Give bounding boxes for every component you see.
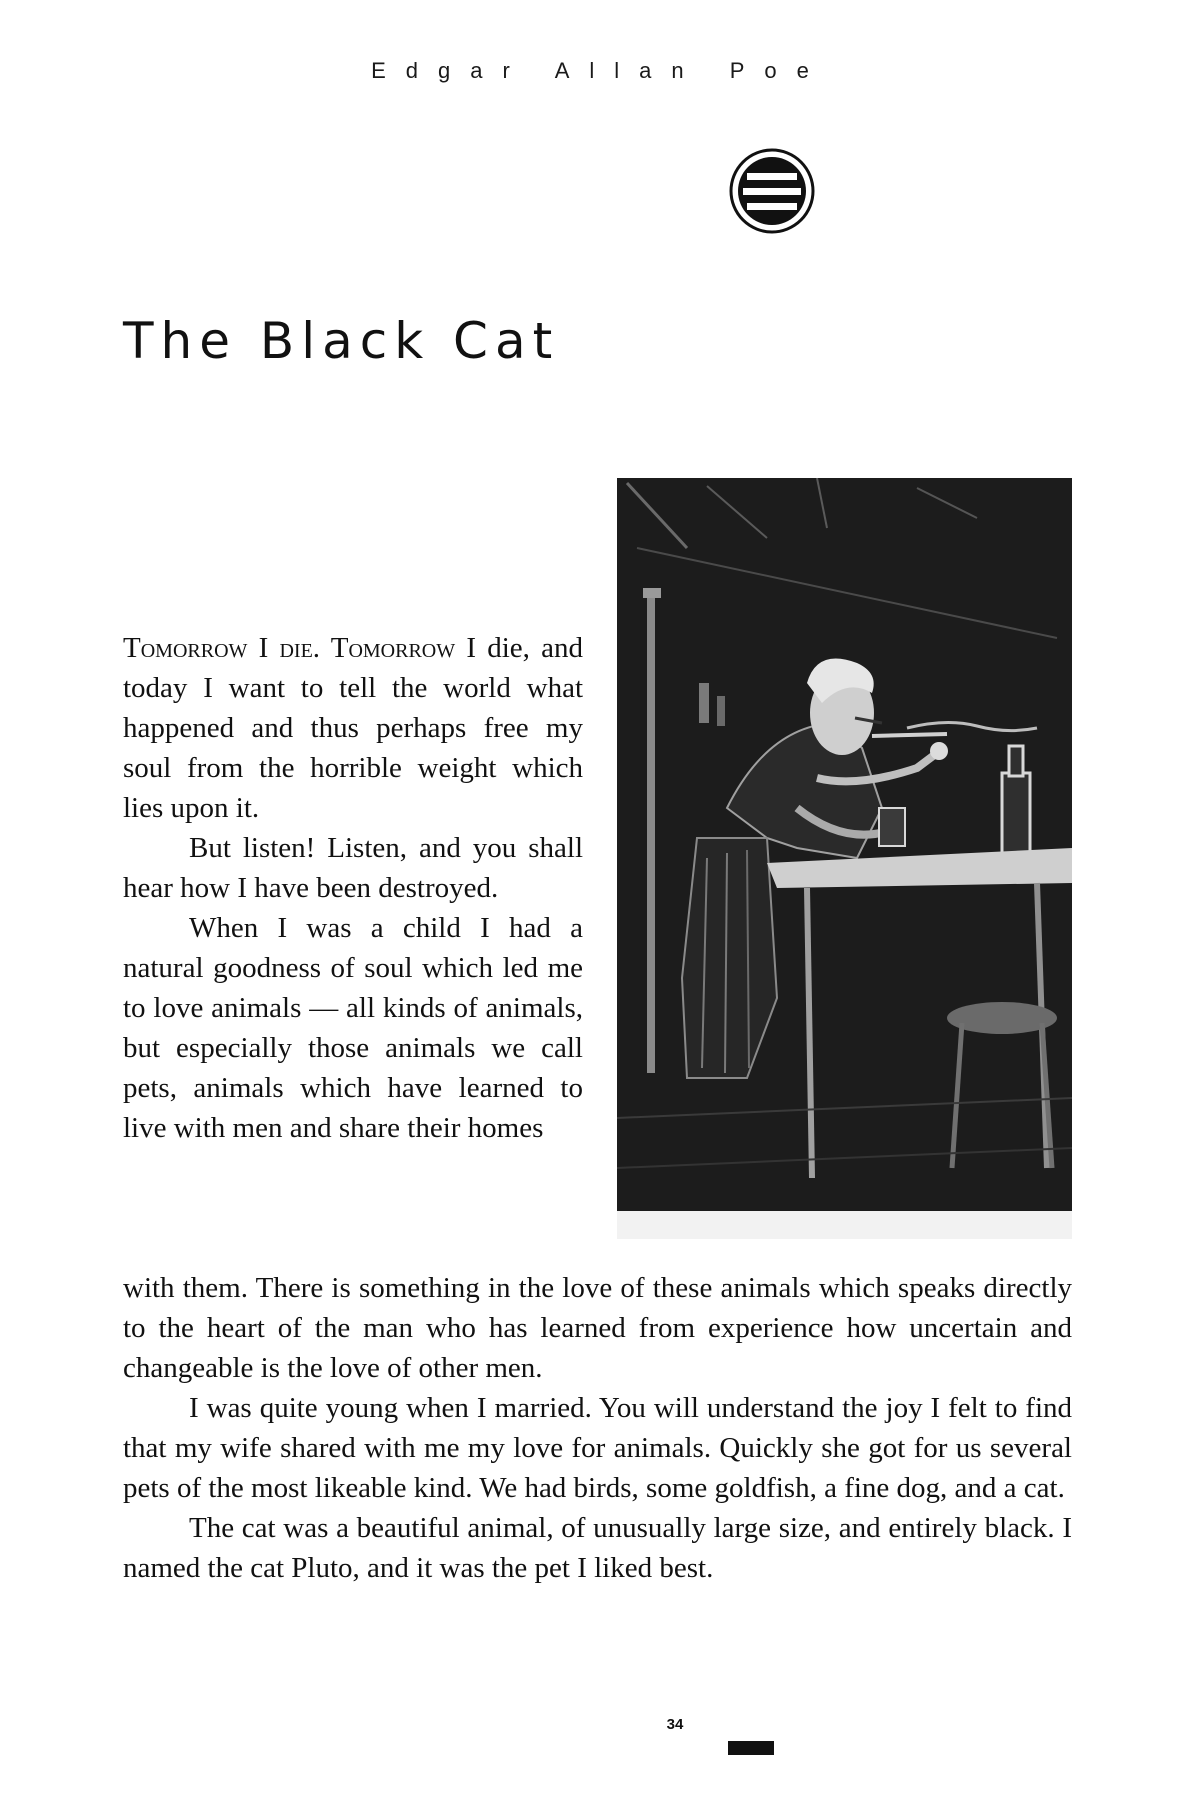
paragraph-2: But listen! Listen, and you shall hear how I have been destroyed. bbox=[123, 832, 583, 904]
story-title: The Black Cat bbox=[123, 312, 560, 370]
paragraph-1-rest: die, and today I want to tell the world what happened and thus perhaps free my soul from the horrible weight which lies upon it. bbox=[123, 632, 583, 824]
story-text-narrow-column bbox=[123, 628, 583, 1148]
paragraph-3-end: with them. There is something in the love of these animals which speaks directly to the heart of the man who has learned from experience how uncertain and changeable is the love of other men. bbox=[123, 1272, 1072, 1384]
paragraph-opening bbox=[123, 628, 583, 828]
paragraph-3-start: When I was a child I had a natural goodness of soul which led me to love animals — all kinds of animals, but especially those animals we call pets, animals which have learned to live with men and share their homes bbox=[123, 912, 583, 1144]
illustration-man-drinking-at-table bbox=[617, 478, 1072, 1211]
paragraph-5: The cat was a beautiful animal, of unusually large size, and entirely black. I named the cat Pluto, and it was the pet I liked best. bbox=[123, 1512, 1072, 1584]
story-text-wide-column bbox=[123, 1268, 1072, 1588]
chapter-badge-icon bbox=[729, 148, 815, 234]
page-number: 34 bbox=[666, 1716, 684, 1733]
paragraph-4: I was quite young when I married. You will understand the joy I felt to find that my wife shared with me my love for animals. Quickly she got for us several pets of the most likeable kind. We had birds, some goldfish, a fine dog, and a cat. bbox=[123, 1392, 1072, 1504]
illustration-caption-strip bbox=[617, 1211, 1072, 1239]
running-head-author: Edgar Allan Poe bbox=[371, 58, 829, 83]
opening-small-caps: Tomorrow I die. Tomorrow I bbox=[123, 632, 476, 664]
page-number-marker bbox=[728, 1741, 774, 1755]
